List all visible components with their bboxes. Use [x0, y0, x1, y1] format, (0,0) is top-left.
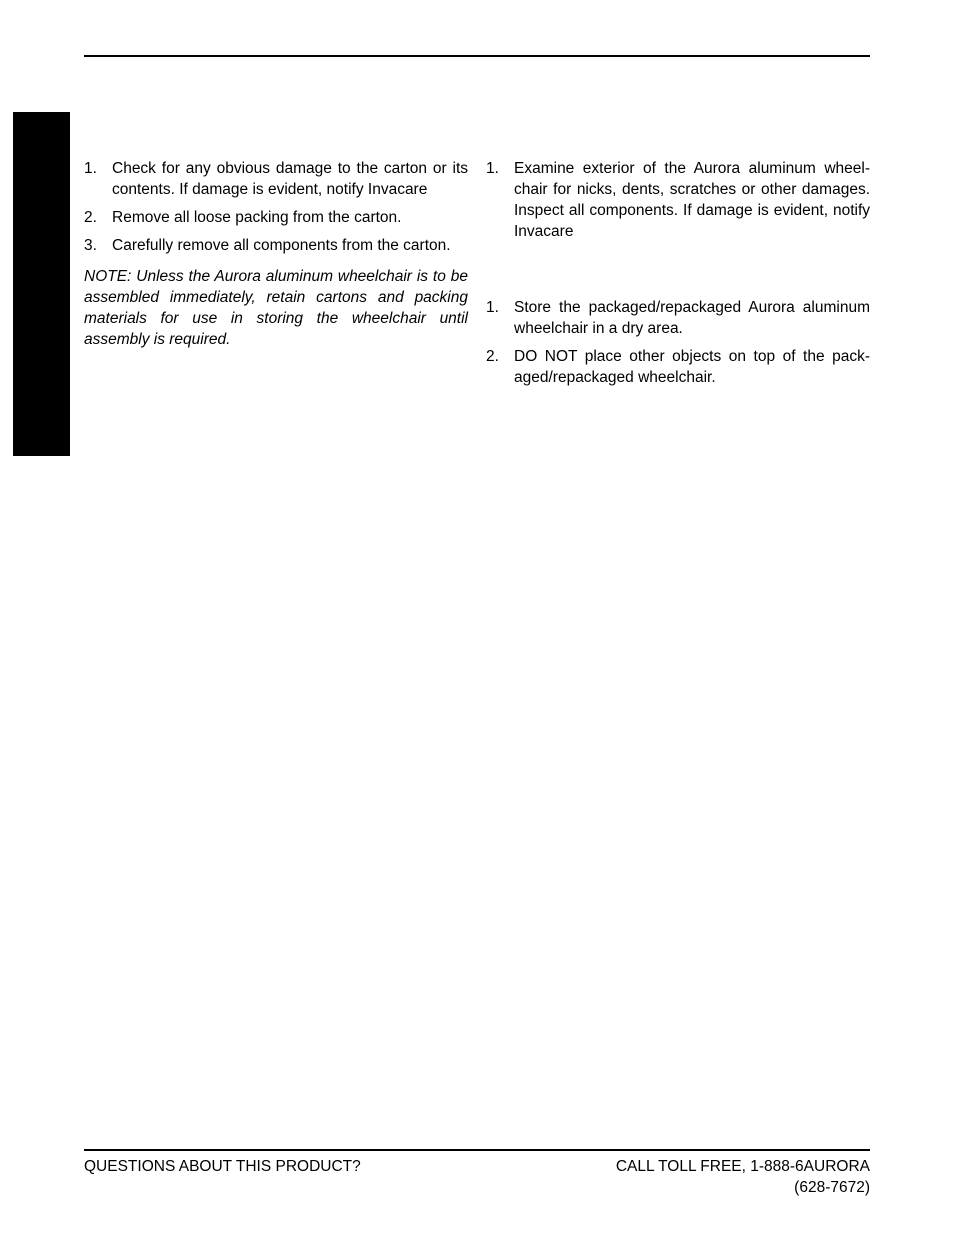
step-number: 2. — [84, 209, 97, 226]
step-number: 1. — [486, 160, 499, 177]
footer-phone-line: CALL TOLL FREE, 1-888-6AURORA — [615, 1158, 870, 1175]
step-text: Carefully remove all components from the carton. — [112, 237, 451, 254]
right-column — [486, 158, 870, 395]
footer-phone — [616, 1156, 870, 1198]
step-number: 1. — [486, 299, 499, 316]
step-text: Check for any obvious damage to the carton or its contents. If damage is evident, notify Invacare — [112, 160, 468, 198]
unpacking-steps — [84, 158, 468, 256]
list-item — [486, 346, 870, 388]
step-text: DO NOT place other objects on top of the packaged/repackaged wheelchair. — [514, 348, 870, 386]
step-number: 2. — [486, 348, 499, 365]
list-item — [486, 297, 870, 339]
list-item — [84, 158, 468, 200]
list-item — [486, 158, 870, 242]
step-text: Examine exterior of the Aurora aluminum wheelchair for nicks, dents, scratches or other damages. Inspect all components. If damage is evident, notify Invacare — [514, 160, 870, 240]
list-item — [84, 235, 468, 256]
note-text: NOTE: Unless the Aurora aluminum wheelchair is to be assembled immediately, retain cartons and packing materials for use in storing the wheelchair until assembly is required. — [84, 268, 468, 348]
list-item — [84, 207, 468, 228]
storage-steps — [486, 297, 870, 388]
left-column — [84, 158, 468, 350]
step-text: Remove all loose packing from the carton. — [112, 209, 402, 226]
section-tab — [13, 112, 70, 456]
step-number: 3. — [84, 237, 97, 254]
inspection-steps — [486, 158, 870, 242]
footer-rule — [84, 1149, 870, 1151]
step-number: 1. — [84, 160, 97, 177]
footer-phone-number: (628-7672) — [794, 1179, 870, 1196]
header-rule — [84, 55, 870, 57]
footer-question: QUESTIONS ABOUT THIS PRODUCT? — [84, 1158, 361, 1175]
step-text: Store the packaged/repackaged Aurora aluminum wheelchair in a dry area. — [514, 299, 870, 337]
